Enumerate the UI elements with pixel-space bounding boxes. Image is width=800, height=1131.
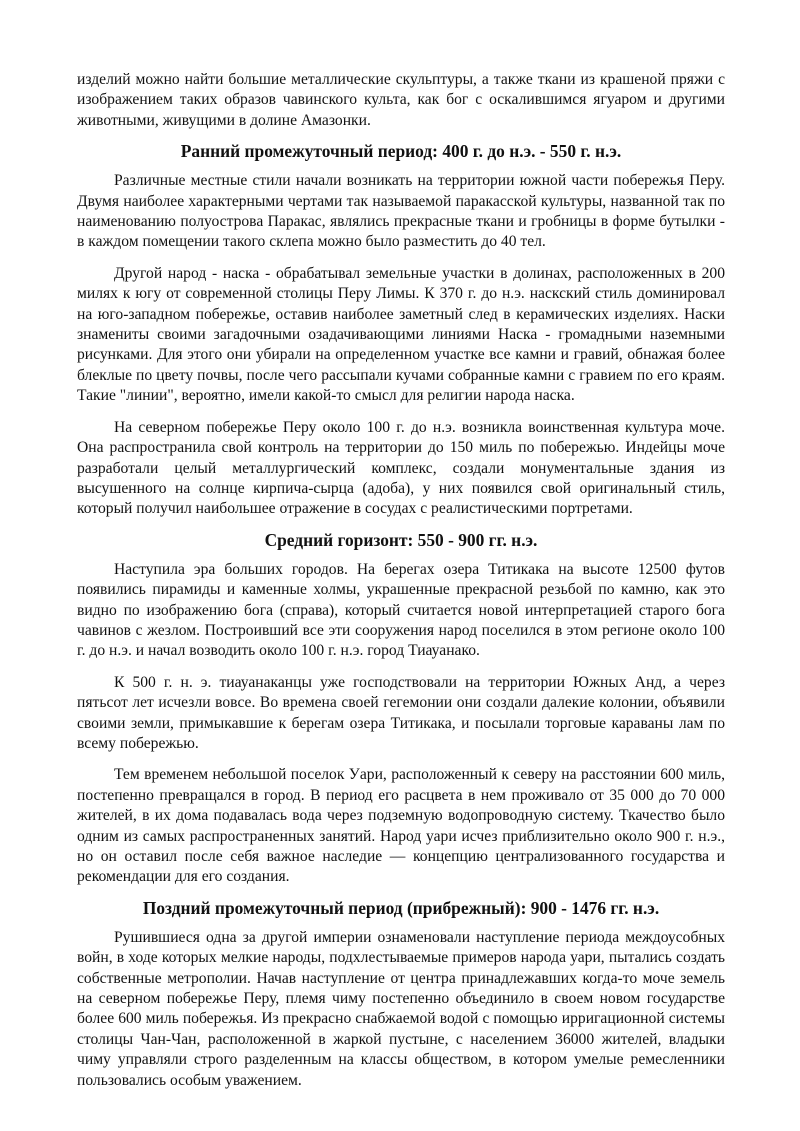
body-paragraph: На северном побережье Перу около 100 г. до н.э. возникла воинственная культура моче. Она распространила свой контроль на территории до 150 миль по побережью. Индейцы моче разработали целый металлургический комплекс, создали монументальные здания из высушенного на солнце кирпича-сырца (адоба), у них появился свой оригинальный стиль, который получил наибольшее отражение в сосудах с реалистическими портретами. <box>77 418 725 518</box>
body-paragraph: Наступила эра больших городов. На берегах озера Титикака на высоте 12500 футов появились пирамиды и каменные холмы, украшенные прекрасной резьбой по камню, как это видно по изображению бога (справа), который считается новой интерпретацией старого бога чавинов с жезлом. Построивший все эти сооружения народ поселился в этом регионе около 100 г. до н.э. и начал возводить около 100 г. н.э. город Тиауанако. <box>77 560 725 660</box>
body-paragraph: К 500 г. н. э. тиауанаканцы уже господствовали на территории Южных Анд, а через пятьсот лет исчезли вовсе. Во времена своей гегемонии они создали далекие колонии, объявили своими земли, примыкавшие к берегам озера Титикака, и посылали торговые караваны лам по всему побережью. <box>77 673 725 752</box>
body-paragraph: Различные местные стили начали возникать на территории южной части побережья Перу. Двумя наиболее характерными чертами так называемой паракасской культуры, названной так по наименованию полуострова Паракас, являлись прекрасные ткани и гробницы в форме бутылки - в каждом помещении такого склепа можно было разместить до 40 тел. <box>77 172 725 251</box>
body-paragraph: Рушившиеся одна за другой империи ознаменовали наступление периода междоусобных войн, в ходе которых мелкие народы, подхлестываемые примеров народа уари, пытались создать собственные метрополии. Начав наступление от центра принадлежавших когда-то моче земель на северном побережье Перу, племя чиму постепенно объединило в своем новом государстве более 600 миль побережья. Из прекрасно снабжаемой водой с помощью ирригационной системы столицы Чан-Чан, расположенной в жаркой пустыне, с населением 36000 жителей, владыки чиму управляли строго разделенным на классы обществом, в котором умелые ремесленники пользовались особым уважением. <box>77 928 725 1089</box>
body-paragraph: Другой народ - наска - обрабатывал земельные участки в долинах, расположенных в 200 милях к югу от современной столицы Перу Лимы. К 370 г. до н.э. наскский стиль доминировал на юго-западном побережье, оставив наиболее заметный след в керамических изделиях. Наски знамениты своими загадочными озадачивающими линиями Наска - громадными наземными рисунками. Для этого они убирали на определенном участке все камни и гравий, обнажая более блеклые по цвету почвы, после чего рассыпали кучами собранные камни с гравием по его краям. Такие "линии", вероятно, имели какой-то смысл для религии народа наска. <box>77 264 725 405</box>
body-paragraph: Тем временем небольшой поселок Уари, расположенный к северу на расстоянии 600 миль, постепенно превращался в город. В период его расцвета в нем проживало от 35 000 до 70 000 жителей, в их дома подавалась вода через подземную водопроводную систему. Ткачество было одним из самых распространенных занятий. Народ уари исчез приблизительно около 900 г. н.э., но он оставил после себя важное наследие — концепцию централизованного государства и рекомендации для его создания. <box>77 766 725 886</box>
section-heading-late-intermediate: Поздний промежуточный период (прибрежный): 900 - 1476 гг. н.э. <box>142 897 660 918</box>
document-page <box>77 70 725 1091</box>
intro-paragraph: изделий можно найти большие металлические скульптуры, а также ткани из крашеной пряжи с изображением таких образов чавинского культа, как бог с оскалившимся ягуаром и другими животными, живущими в долине Амазонки. <box>77 71 725 129</box>
section-heading-early-intermediate: Ранний промежуточный период: 400 г. до н.э. - 550 г. н.э. <box>180 141 622 162</box>
section-heading-middle-horizon: Средний горизонт: 550 - 900 гг. н.э. <box>264 529 538 550</box>
